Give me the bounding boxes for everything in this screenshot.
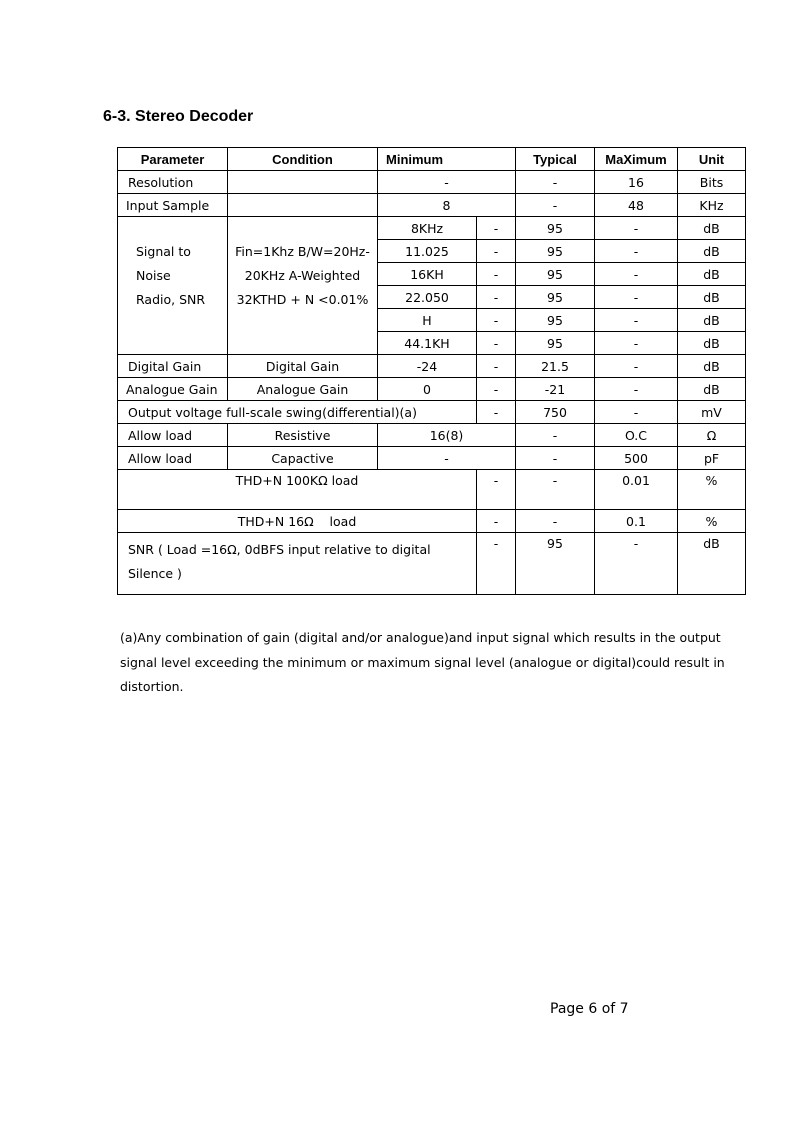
cell-min: -24 — [378, 355, 477, 378]
cell-max: - — [595, 309, 678, 332]
cell-max: 500 — [595, 447, 678, 470]
cell-unit: dB — [678, 263, 746, 286]
cell-param: Resolution — [118, 171, 228, 194]
cell-freq: 44.1KH — [378, 332, 477, 355]
cell-condition — [228, 171, 378, 194]
cell-typ: 95 — [516, 263, 595, 286]
cell-typ: - — [516, 194, 595, 217]
cell-freq: 11.025 — [378, 240, 477, 263]
cell-typ: - — [516, 470, 595, 510]
cell-param: THD+N 100KΩ load — [118, 470, 477, 510]
cell-unit: dB — [678, 355, 746, 378]
header-unit: Unit — [678, 148, 746, 171]
table-row-snr-load — [118, 533, 746, 595]
cell-dash: - — [477, 309, 516, 332]
cell-max: - — [595, 401, 678, 424]
cell-dash: - — [477, 332, 516, 355]
footnote-text: (a)Any combination of gain (digital and/or analogue)and input signal which results in the output signal level exceeding the minimum or maximum signal level (analogue or digital)could result in distortion. — [120, 630, 725, 694]
cell-typ: 95 — [516, 286, 595, 309]
cell-typ: - — [516, 510, 595, 533]
header-maximum: MaXimum — [595, 148, 678, 171]
cell-unit: Bits — [678, 171, 746, 194]
cell-dash: - — [477, 470, 516, 510]
cell-unit: dB — [678, 217, 746, 240]
cell-min: 8 — [378, 194, 516, 217]
cell-typ: - — [516, 424, 595, 447]
cell-freq: 16KH — [378, 263, 477, 286]
header-condition: Condition — [228, 148, 378, 171]
cell-dash: - — [477, 286, 516, 309]
cell-max: - — [595, 217, 678, 240]
cell-max: O.C — [595, 424, 678, 447]
cell-dash: - — [477, 217, 516, 240]
cell-max: - — [595, 240, 678, 263]
snr-param-line-2: Noise — [136, 268, 171, 283]
cell-min: - — [378, 171, 516, 194]
cell-dash: - — [477, 533, 516, 595]
table-row-thd-100k — [118, 470, 746, 510]
cell-param: Allow load — [118, 447, 228, 470]
cell-unit: dB — [678, 533, 746, 595]
cell-max: 0.1 — [595, 510, 678, 533]
cell-param: THD+N 16Ω load — [118, 510, 477, 533]
cell-param: Input Sample — [118, 194, 228, 217]
page-number: Page 6 of 7 — [550, 1001, 629, 1017]
cell-param: Analogue Gain — [118, 378, 228, 401]
cell-condition: Digital Gain — [228, 355, 378, 378]
snr-param-line-1: Signal to — [136, 244, 191, 259]
cell-dash: - — [477, 240, 516, 263]
snr-cond-line-2: 20KHz A-Weighted — [244, 268, 361, 283]
cell-dash: - — [477, 401, 516, 424]
cell-min: 0 — [378, 378, 477, 401]
cell-max: 48 — [595, 194, 678, 217]
cell-snr-param — [118, 217, 228, 355]
cell-typ: 95 — [516, 309, 595, 332]
snr-param-line-3: Radio, SNR — [136, 292, 206, 307]
cell-typ: - — [516, 171, 595, 194]
cell-max: - — [595, 533, 678, 595]
cell-unit: KHz — [678, 194, 746, 217]
table-row-output-voltage — [118, 401, 746, 424]
cell-max: - — [595, 355, 678, 378]
table-row-thd-16 — [118, 510, 746, 533]
cell-snr-condition — [228, 217, 378, 355]
cell-unit: dB — [678, 332, 746, 355]
cell-param: Output voltage full-scale swing(differential)(a) — [118, 401, 477, 424]
cell-typ: 95 — [516, 240, 595, 263]
cell-param — [118, 533, 477, 595]
cell-unit: % — [678, 510, 746, 533]
cell-unit: dB — [678, 378, 746, 401]
cell-param: Allow load — [118, 424, 228, 447]
cell-typ: - — [516, 447, 595, 470]
table-row-snr-1 — [118, 217, 746, 240]
snr-load-line-2: Silence ) — [128, 566, 182, 581]
cell-typ: -21 — [516, 378, 595, 401]
cell-condition: Analogue Gain — [228, 378, 378, 401]
header-minimum: Minimum — [378, 148, 516, 171]
cell-unit: dB — [678, 309, 746, 332]
cell-freq: 8KHz — [378, 217, 477, 240]
section-title: 6-3. Stereo Decoder — [103, 108, 254, 125]
cell-unit: % — [678, 470, 746, 510]
cell-param: Digital Gain — [118, 355, 228, 378]
cell-max: - — [595, 378, 678, 401]
table-row-allow-load-resistive — [118, 424, 746, 447]
cell-freq: 22.050 — [378, 286, 477, 309]
table-row-input-sample — [118, 194, 746, 217]
cell-typ: 95 — [516, 533, 595, 595]
cell-unit: pF — [678, 447, 746, 470]
cell-unit: dB — [678, 286, 746, 309]
snr-cond-line-3: 32KTHD + N <0.01% — [236, 292, 369, 307]
cell-condition: Resistive — [228, 424, 378, 447]
cell-min: 16(8) — [378, 424, 516, 447]
cell-condition: Capactive — [228, 447, 378, 470]
cell-dash: - — [477, 510, 516, 533]
table-row-resolution — [118, 171, 746, 194]
cell-dash: - — [477, 355, 516, 378]
cell-max: 0.01 — [595, 470, 678, 510]
cell-unit: Ω — [678, 424, 746, 447]
cell-typ: 95 — [516, 217, 595, 240]
cell-freq: H — [378, 309, 477, 332]
cell-unit: dB — [678, 240, 746, 263]
cell-typ: 95 — [516, 332, 595, 355]
cell-unit: mV — [678, 401, 746, 424]
header-parameter: Parameter — [118, 148, 228, 171]
cell-condition — [228, 194, 378, 217]
cell-max: - — [595, 263, 678, 286]
stereo-decoder-spec-table — [117, 147, 746, 595]
table-row-digital-gain — [118, 355, 746, 378]
cell-max: - — [595, 332, 678, 355]
cell-min: - — [378, 447, 516, 470]
cell-typ: 750 — [516, 401, 595, 424]
cell-typ: 21.5 — [516, 355, 595, 378]
snr-cond-line-1: Fin=1Khz B/W=20Hz- — [235, 244, 370, 259]
cell-max: 16 — [595, 171, 678, 194]
table-row-analogue-gain — [118, 378, 746, 401]
cell-dash: - — [477, 378, 516, 401]
table-header-row — [118, 148, 746, 171]
cell-max: - — [595, 286, 678, 309]
table-row-allow-load-capacitive — [118, 447, 746, 470]
header-typical: Typical — [516, 148, 595, 171]
snr-load-line-1: SNR ( Load =16Ω, 0dBFS input relative to digital — [128, 542, 431, 557]
cell-dash: - — [477, 263, 516, 286]
